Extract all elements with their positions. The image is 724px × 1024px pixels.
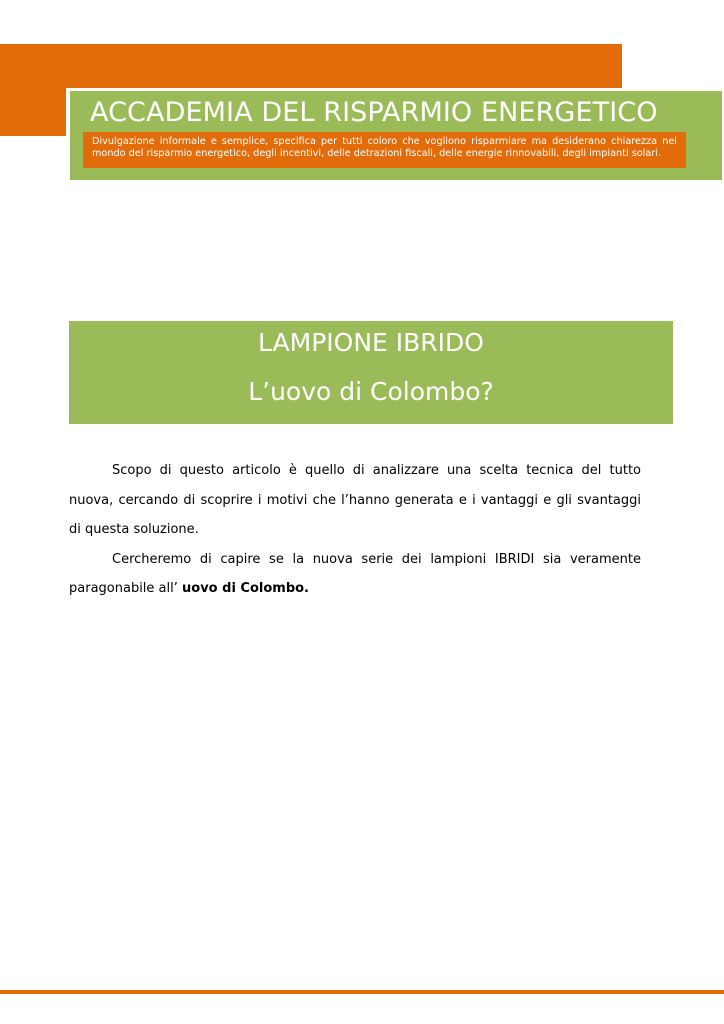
- paragraph-intro: Scopo di questo articolo è quello di analizzare una scelta tecnica del tutto nuova, cercando di scoprire i motivi che l’hanno generata e i vantaggi e gli svantaggi di questa soluzione.: [69, 463, 641, 537]
- site-title: ACCADEMIA DEL RISPARMIO ENERGETICO: [90, 97, 658, 128]
- footer-divider: [0, 990, 724, 994]
- article-body: [69, 456, 641, 604]
- article-title-box: [69, 321, 673, 424]
- article-subtitle: L’uovo di Colombo?: [248, 377, 494, 406]
- paragraph-question: [69, 545, 641, 604]
- paragraph-question-emphasis: uovo di Colombo.: [182, 581, 310, 596]
- paragraph-question-text: Cercheremo di capire se la nuova serie dei lampioni IBRIDI sia veramente paragonabile all’: [69, 551, 641, 596]
- article-title: LAMPIONE IBRIDO: [258, 328, 484, 357]
- site-tagline: Divulgazione informale e semplice, specifica per tutti coloro che vogliono risparmiare ma desiderano chiarezza nel mondo del risparmio energetico, degli incentivi, delle detrazioni fiscali, delle energie rinnovabili, degli impianti solari.: [83, 132, 686, 168]
